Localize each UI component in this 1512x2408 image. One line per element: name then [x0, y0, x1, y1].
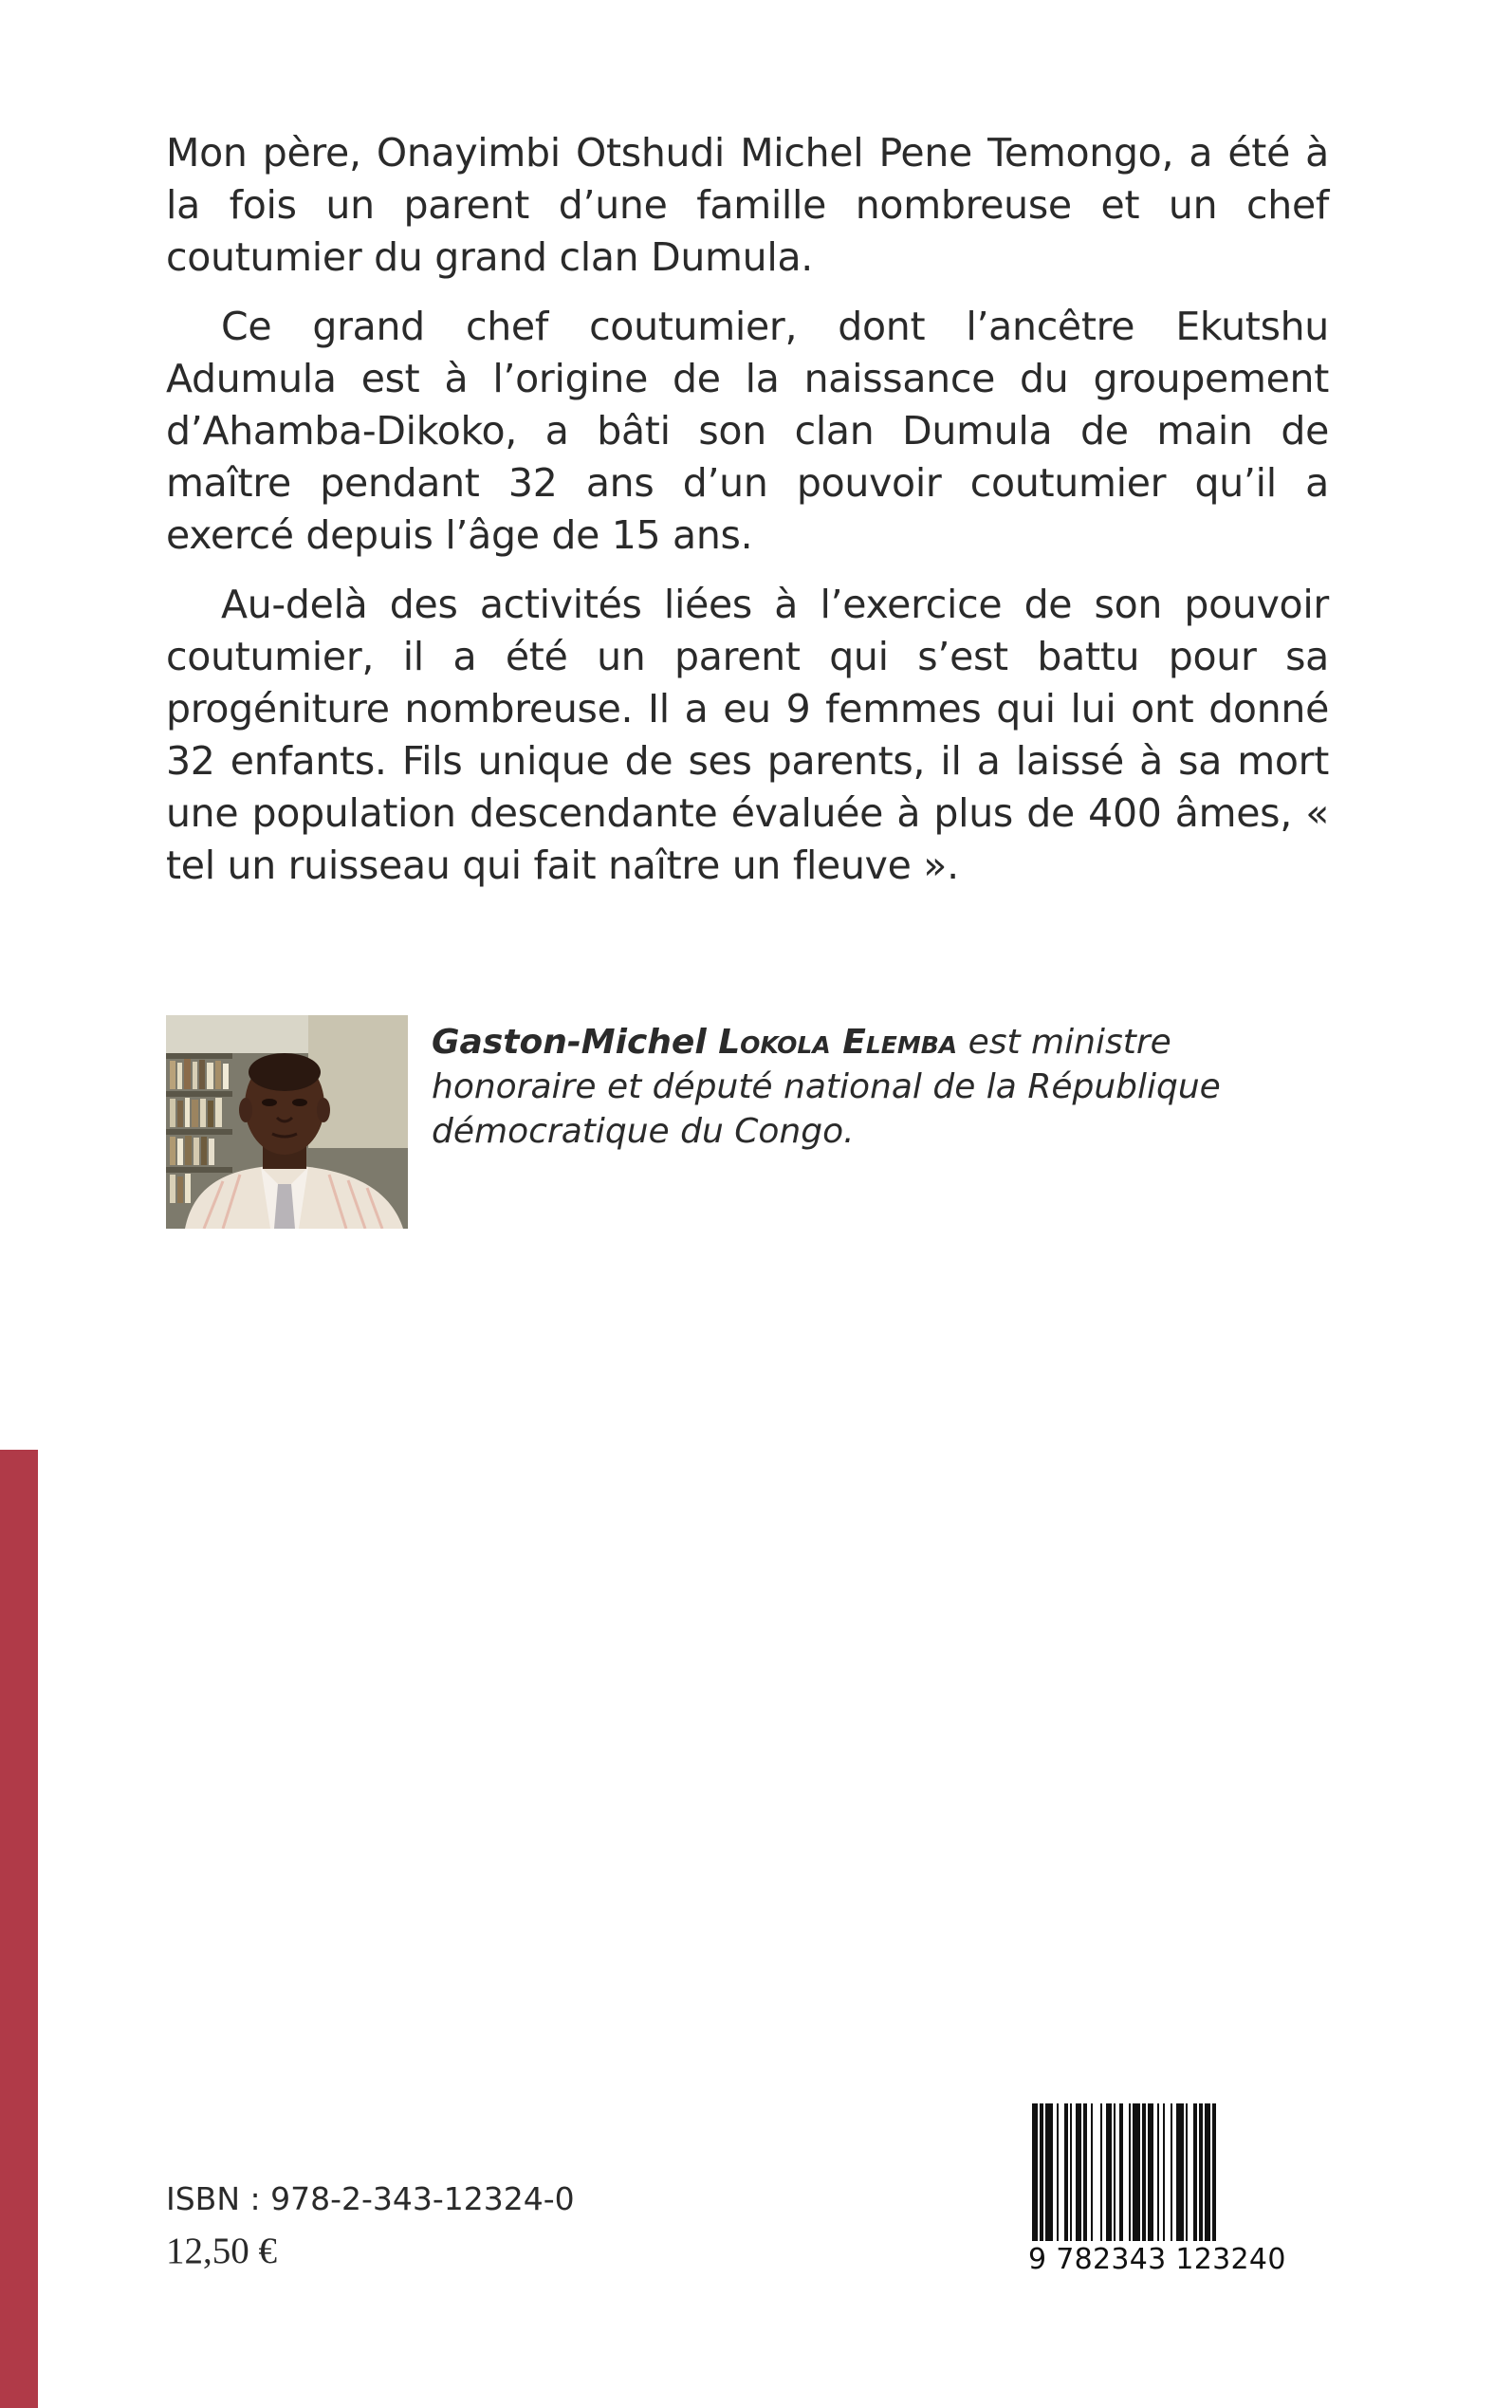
author-bio-text: est ministre honoraire et député national de la République démocratique du Congo. — [432, 1023, 1221, 1151]
barcode-bar — [1148, 2103, 1153, 2246]
barcode-bar — [1142, 2103, 1146, 2246]
barcode-bar — [1091, 2103, 1093, 2246]
author-photo — [166, 1015, 408, 1229]
barcode-bar — [1193, 2103, 1197, 2246]
barcode-bar — [1129, 2103, 1131, 2246]
price-label: 12,50 € — [166, 2231, 277, 2271]
barcode-bar — [1176, 2103, 1184, 2246]
barcode-bar — [1032, 2103, 1038, 2246]
barcode-bar — [1119, 2103, 1123, 2246]
author-last-name — [707, 1023, 957, 1062]
barcode-bar — [1040, 2103, 1043, 2246]
barcode-bar — [1212, 2103, 1216, 2246]
barcode-bar — [1163, 2103, 1165, 2246]
barcode-bar — [1064, 2103, 1068, 2246]
barcode-bar — [1083, 2103, 1087, 2246]
barcode-bar — [1106, 2103, 1112, 2246]
barcode-bar — [1186, 2103, 1188, 2246]
author-last-name-text: Lokola Elemba — [718, 1023, 958, 1062]
author-first-name: Gaston-Michel — [432, 1023, 707, 1062]
barcode-bar — [1076, 2103, 1081, 2246]
barcode-bar — [1133, 2103, 1140, 2246]
blurb-paragraph-1: Mon père, Onayimbi Otshudi Michel Pene Temongo, a été à la fois un parent d’une famille nombreuse et un chef coutumier du grand clan Dumula. — [166, 130, 1329, 280]
barcode-bar — [1199, 2103, 1203, 2246]
isbn-label: ISBN : 978-2-343-12324-0 — [166, 2180, 575, 2217]
barcode-bar — [1057, 2103, 1059, 2246]
barcode-bar — [1100, 2103, 1102, 2246]
barcode-digits: 9 782343 123240 — [1026, 2241, 1332, 2279]
spine-color-strip — [0, 1450, 38, 2408]
barcode-bar — [1070, 2103, 1072, 2246]
back-cover-blurb — [166, 127, 1329, 909]
barcode-bar — [1171, 2103, 1172, 2246]
barcode-bar — [1205, 2103, 1210, 2246]
blurb-paragraph-2: Ce grand chef coutumier, dont l’ancêtre Ekutshu Adumula est à l’origine de la naissance du groupement d’Ahamba-Dikoko, a bâti son clan Dumula de main de maître pendant 32 ans d’un pouvoir coutumier qu’il a exercé depuis l’âge de 15 ans. — [166, 304, 1329, 558]
barcode-bar — [1114, 2103, 1116, 2246]
barcode-bar — [1157, 2103, 1159, 2246]
blurb-paragraph-3: Au-delà des activités liées à l’exercice de son pouvoir coutumier, il a été un parent qui s’est battu pour sa progéniture nombreuse. Il a eu 9 femmes qui lui ont donné 32 enfants. Fils unique de ses parents, il a laissé à sa mort une population descendante évaluée à plus de 400 âmes, « tel un ruisseau qui fait naître un fleuve ». — [166, 582, 1329, 888]
author-bio — [432, 1020, 1333, 1154]
barcode-bar — [1045, 2103, 1053, 2246]
